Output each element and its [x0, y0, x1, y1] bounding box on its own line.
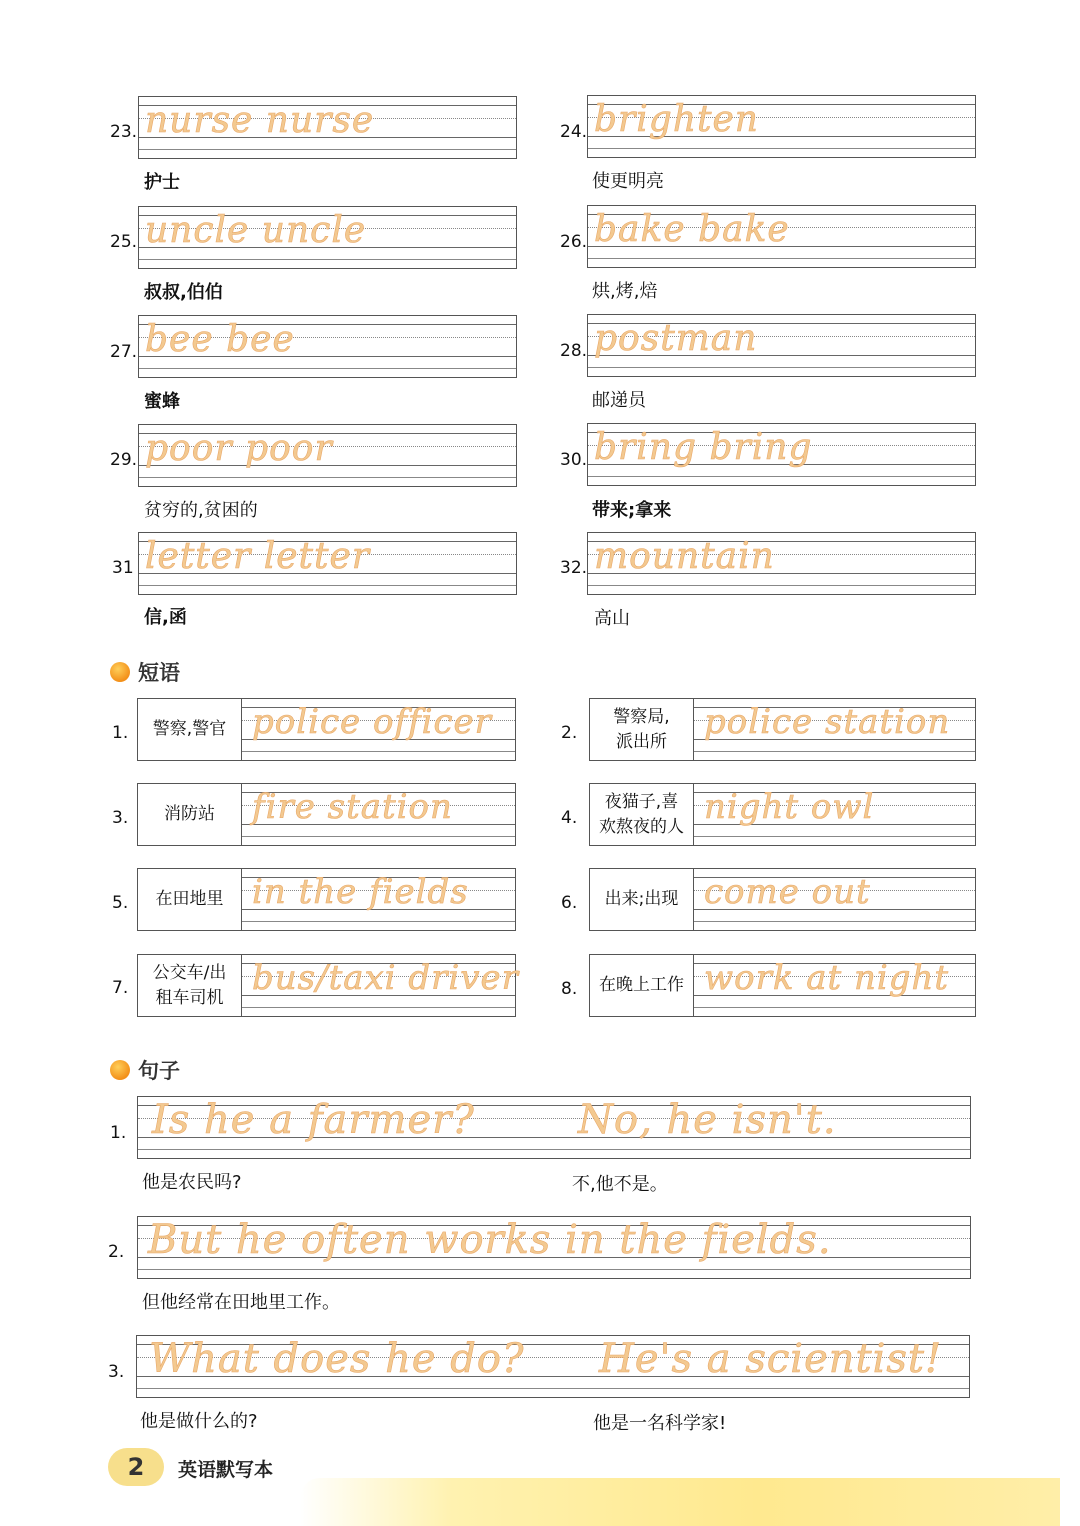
- bullet-icon: [110, 1060, 130, 1080]
- phrase-box: [137, 868, 516, 931]
- word-number: 31: [112, 558, 134, 578]
- word-number: 25.: [110, 232, 138, 252]
- word-number: 24.: [560, 122, 588, 142]
- phrase-number: 7.: [112, 978, 129, 998]
- handwriting: police officer: [252, 702, 492, 742]
- word-number: 30.: [560, 450, 588, 470]
- phrase-number: 1.: [112, 723, 129, 743]
- phrase-box: [589, 954, 976, 1017]
- bullet-icon: [110, 662, 130, 682]
- word-meaning: 邮递员: [592, 390, 646, 411]
- sentence-meaning: 他是做什么的?: [140, 1411, 258, 1432]
- word-meaning: 高山: [594, 608, 630, 629]
- phrase-number: 5.: [112, 893, 129, 913]
- phrase-box: [137, 698, 516, 761]
- handwriting: brighten: [594, 99, 759, 140]
- word-writing-box: [138, 424, 517, 487]
- phrase-meaning: 公交车/出 租车司机: [138, 955, 242, 1016]
- phrase-meaning: 警察,警官: [138, 699, 242, 760]
- section-heading-phrases: [110, 657, 180, 687]
- phrase-number: 3.: [112, 808, 129, 828]
- word-writing-box: [587, 95, 976, 158]
- phrase-box: [137, 783, 516, 846]
- sentence-meaning: 他是一名科学家!: [593, 1413, 727, 1434]
- handwriting: bee bee: [145, 319, 295, 360]
- phrase-meaning: 出来;出现: [590, 869, 694, 930]
- phrase-number: 2.: [561, 723, 578, 743]
- word-number: 29.: [110, 450, 138, 470]
- word-meaning: 护士: [144, 172, 180, 193]
- handwriting: uncle uncle: [145, 210, 367, 251]
- book-title: 英语默写本: [178, 1459, 274, 1481]
- word-meaning: 贫穷的,贫困的: [144, 500, 258, 521]
- decorative-wash: [300, 1478, 1060, 1526]
- handwriting: work at night: [704, 958, 950, 998]
- word-number: 28.: [560, 341, 588, 361]
- sentence-meaning: 他是农民吗?: [142, 1172, 242, 1193]
- phrase-meaning: 在晚上工作: [590, 955, 694, 1016]
- phrase-meaning: 夜猫子,喜 欢熬夜的人: [590, 784, 694, 845]
- word-number: 23.: [110, 122, 138, 142]
- word-writing-box: [587, 205, 976, 268]
- word-meaning: 信,函: [144, 607, 187, 628]
- phrase-box: [589, 783, 976, 846]
- word-writing-box: [587, 423, 976, 486]
- sentence-writing-box: [137, 1216, 971, 1279]
- word-meaning: 带来;拿来: [592, 500, 672, 521]
- phrase-number: 4.: [561, 808, 578, 828]
- handwriting: night owl: [704, 787, 875, 827]
- handwriting: police station: [704, 702, 951, 742]
- word-number: 27.: [110, 342, 138, 362]
- sentence-number: 2.: [108, 1242, 125, 1262]
- handwriting: But he often works in the fields.: [148, 1217, 832, 1263]
- handwriting: fire station: [252, 787, 453, 827]
- handwriting: He's a scientist!: [599, 1336, 943, 1382]
- handwriting: letter letter: [145, 536, 370, 577]
- word-number: 32.: [560, 558, 588, 578]
- phrase-box: [589, 698, 976, 761]
- handwriting: What does he do?: [149, 1336, 525, 1382]
- page-number: 2: [108, 1448, 164, 1486]
- phrase-box: [589, 868, 976, 931]
- word-writing-box: [138, 206, 517, 269]
- handwriting: in the fields: [252, 872, 469, 912]
- word-writing-box: [587, 314, 976, 377]
- handwriting: mountain: [594, 536, 775, 577]
- phrase-meaning: 在田地里: [138, 869, 242, 930]
- handwriting: come out: [704, 872, 871, 912]
- handwriting: nurse nurse: [145, 100, 375, 141]
- handwriting: poor poor: [145, 428, 333, 469]
- sentence-writing-box: [137, 1096, 971, 1159]
- handwriting: postman: [594, 318, 758, 359]
- sentence-meaning: 但他经常在田地里工作。: [142, 1292, 340, 1313]
- handwriting: bus/taxi driver: [252, 958, 519, 998]
- phrase-meaning: 警察局, 派出所: [590, 699, 694, 760]
- word-meaning: 使更明亮: [592, 171, 664, 192]
- word-writing-box: [587, 532, 976, 595]
- phrase-number: 8.: [561, 979, 578, 999]
- phrase-box: [137, 954, 519, 1017]
- sentence-number: 3.: [108, 1362, 125, 1382]
- section-title: 短语: [138, 661, 180, 685]
- word-writing-box: [138, 532, 517, 595]
- word-writing-box: [138, 315, 517, 378]
- word-number: 26.: [560, 232, 588, 252]
- phrase-number: 6.: [561, 893, 578, 913]
- word-meaning: 烘,烤,焙: [592, 281, 658, 302]
- word-meaning: 蜜蜂: [144, 391, 180, 412]
- phrase-meaning: 消防站: [138, 784, 242, 845]
- word-writing-box: [138, 96, 517, 159]
- handwriting: bake bake: [594, 209, 790, 250]
- sentence-writing-box: [136, 1335, 970, 1398]
- sentence-meaning: 不,他不是。: [572, 1174, 668, 1195]
- section-title: 句子: [138, 1059, 180, 1083]
- word-meaning: 叔叔,伯伯: [144, 282, 223, 303]
- handwriting: Is he a farmer?: [152, 1097, 475, 1143]
- handwriting: No, he isn't.: [578, 1097, 837, 1143]
- sentence-number: 1.: [110, 1123, 127, 1143]
- section-heading-sentences: [110, 1055, 180, 1085]
- handwriting: bring bring: [594, 427, 813, 468]
